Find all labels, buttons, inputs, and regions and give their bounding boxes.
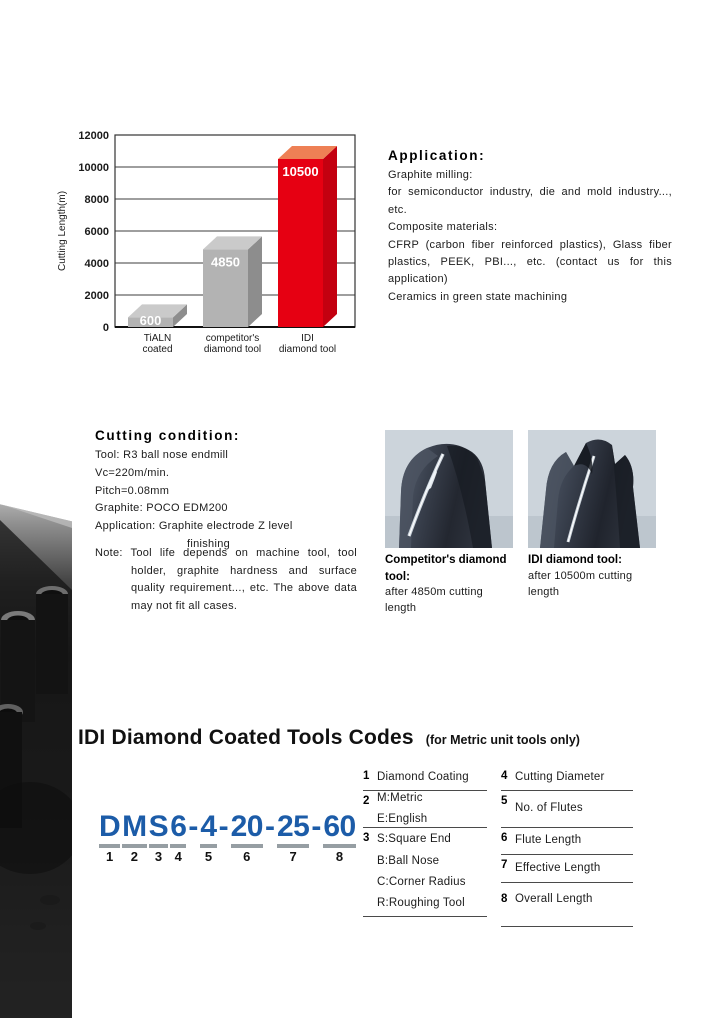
svg-text:Cutting Length(m): Cutting Length(m) xyxy=(57,190,68,272)
codes-subtitle-text: (for Metric unit tools only) xyxy=(425,733,580,747)
caption-text: after 4850m cutting length xyxy=(385,586,483,615)
bar-chart-svg xyxy=(55,115,365,365)
tool-code-example xyxy=(98,812,357,864)
code-underline xyxy=(200,844,216,848)
legend-row xyxy=(501,791,633,828)
legend-left-column xyxy=(363,766,487,927)
code-underline xyxy=(149,844,169,848)
code-dash: - xyxy=(188,810,199,843)
svg-text:TiALN: TiALN xyxy=(143,333,172,344)
idi-tool-photo xyxy=(528,430,656,548)
code-underline xyxy=(323,844,355,848)
code-segment xyxy=(200,812,216,864)
application-heading: Application: xyxy=(388,148,486,163)
code-dash: - xyxy=(311,810,322,843)
code-underline xyxy=(122,844,147,848)
svg-text:0: 0 xyxy=(102,322,109,334)
legend-row xyxy=(501,828,633,855)
code-char: D xyxy=(99,810,121,843)
note-block xyxy=(95,545,357,615)
legend-number: 1 xyxy=(363,770,370,782)
svg-text:8000: 8000 xyxy=(84,194,109,206)
application-paragraph: Graphite milling: xyxy=(388,169,473,181)
application-paragraph: for semiconductor industry, die and mold industry..., etc. xyxy=(388,186,672,216)
cutting-length-bar-chart xyxy=(55,115,365,365)
condition-line: Vc=220m/min. xyxy=(95,466,170,479)
legend-number: 5 xyxy=(501,795,508,807)
code-segment xyxy=(231,812,263,864)
competitor-photo-caption xyxy=(385,552,517,617)
condition-line: Application: Graphite electrode Z level xyxy=(95,520,293,533)
svg-text:2000: 2000 xyxy=(84,290,109,302)
code-char: 6 xyxy=(170,810,187,843)
code-position-number: 5 xyxy=(204,849,213,864)
application-paragraph: Composite materials: xyxy=(388,221,498,234)
svg-text:competitor's: competitor's xyxy=(205,333,260,344)
cutting-condition-section xyxy=(95,428,367,554)
codes-title-text: IDI Diamond Coated Tools Codes xyxy=(78,726,414,749)
code-position-number: 8 xyxy=(335,849,344,864)
code-char: 4 xyxy=(200,810,217,843)
svg-text:diamond tool: diamond tool xyxy=(278,344,337,355)
condition-line: Graphite: POCO EDM200 xyxy=(95,502,228,515)
legend-number: 6 xyxy=(501,832,508,844)
svg-text:4850: 4850 xyxy=(211,254,240,270)
idi-photo-caption xyxy=(528,552,660,601)
code-char: 20 xyxy=(230,810,263,843)
condition-line: finishing xyxy=(187,538,231,551)
code-segment xyxy=(122,812,147,864)
legend-row xyxy=(363,828,487,917)
graphite-electrodes-photo xyxy=(0,498,72,1018)
code-segment xyxy=(323,812,355,864)
idi-tool-image xyxy=(528,430,656,548)
legend-text: S:Square End B:Ball Nose C:Corner Radius R:Roughing Tool xyxy=(377,833,466,910)
svg-text:IDI: IDI xyxy=(301,333,314,344)
application-paragraph: Ceramics in green state machining xyxy=(388,290,568,303)
code-position-number: 3 xyxy=(154,849,163,864)
code-char: S xyxy=(148,810,169,843)
code-position-number: 2 xyxy=(130,849,139,864)
note-text: Note: Tool life depends on machine tool, tool holder, graphite hardness and surface quality requirement..., etc. The above data may not fit all cases. xyxy=(95,547,357,612)
codes-section-title xyxy=(78,726,580,750)
legend-row xyxy=(363,791,487,828)
code-underline xyxy=(170,844,186,848)
legend-number: 4 xyxy=(501,770,508,782)
application-section xyxy=(388,148,672,306)
caption-title: IDI diamond tool: xyxy=(528,554,622,566)
legend-number: 3 xyxy=(363,832,370,844)
code-position-number: 4 xyxy=(174,849,182,864)
svg-text:6000: 6000 xyxy=(84,226,109,238)
code-char: 25 xyxy=(276,810,310,843)
caption-title: Competitor's diamond tool: xyxy=(385,554,507,583)
caption-text: after 10500m cutting length xyxy=(528,569,633,598)
svg-text:diamond tool: diamond tool xyxy=(203,344,262,355)
legend-row xyxy=(501,766,633,791)
code-underline xyxy=(231,844,263,848)
code-char: M xyxy=(122,810,147,843)
legend-text: M:Metric E:English xyxy=(377,791,428,825)
svg-text:12000: 12000 xyxy=(78,130,109,142)
code-dash: - xyxy=(218,810,229,843)
code-position-number: 6 xyxy=(243,849,251,864)
cutting-condition-heading: Cutting condition: xyxy=(95,428,241,443)
legend-text: Flute Length xyxy=(515,834,582,847)
svg-text:10000: 10000 xyxy=(78,162,109,174)
code-segment xyxy=(149,812,169,864)
legend-row xyxy=(501,855,633,883)
code-segment xyxy=(170,812,186,864)
legend-text: Effective Length xyxy=(515,861,601,874)
legend-number: 8 xyxy=(501,893,508,905)
code-position-number: 7 xyxy=(289,849,297,864)
competitor-tool-photo xyxy=(385,430,513,548)
code-segment xyxy=(277,812,309,864)
legend-text: Cutting Diameter xyxy=(515,771,605,784)
legend-right-column xyxy=(501,766,633,927)
codes-legend-table xyxy=(363,766,633,927)
code-dash: - xyxy=(264,810,275,843)
competitor-tool-image xyxy=(385,430,513,548)
svg-text:600: 600 xyxy=(139,313,162,328)
svg-text:4000: 4000 xyxy=(84,258,109,270)
condition-line: Tool: R3 ball nose endmill xyxy=(95,449,229,461)
code-underline xyxy=(99,844,120,848)
code-segment xyxy=(99,812,120,864)
legend-text: Diamond Coating xyxy=(377,771,469,784)
application-paragraph: CFRP (carbon fiber reinforced plastics), Glass fiber plastics, PEEK, PBI..., etc. (contact us for this application) xyxy=(388,238,672,286)
legend-number: 7 xyxy=(501,859,508,871)
legend-number: 2 xyxy=(363,795,370,807)
svg-text:coated: coated xyxy=(142,344,173,355)
code-char: 60 xyxy=(323,810,356,843)
code-position-number: 1 xyxy=(105,849,114,864)
legend-text: Overall Length xyxy=(515,893,593,905)
legend-text: No. of Flutes xyxy=(515,802,583,815)
graphite-electrodes-image xyxy=(0,498,72,1018)
code-underline xyxy=(277,844,309,848)
legend-row xyxy=(501,883,633,927)
condition-line: Pitch=0.08mm xyxy=(95,484,170,497)
svg-text:10500: 10500 xyxy=(282,164,319,179)
